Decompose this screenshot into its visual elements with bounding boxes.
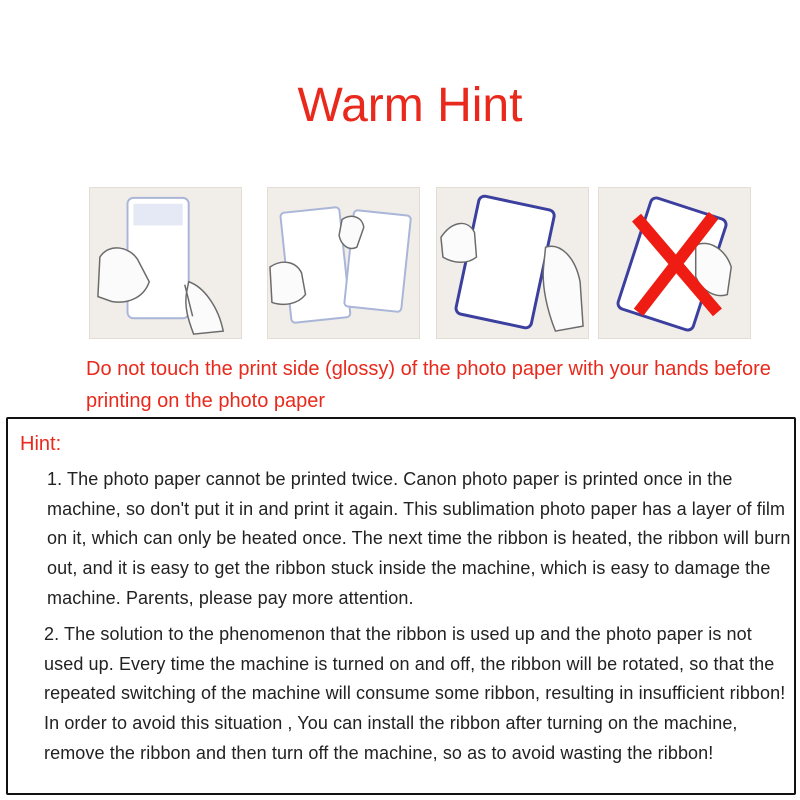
illustration-touching-print-side-forbidden [598,187,751,339]
page-title: Warm Hint [297,79,523,132]
illustration-hand-holding-paper-corner [436,187,589,339]
hand-holding-paper-corner-icon [437,188,588,338]
hint-label: Hint: [20,433,62,455]
illustration-hand-holding-paper-by-edge [89,187,242,339]
hint-paragraph-1: 1. The photo paper cannot be printed twice. Canon photo paper is printed once in the machine, so don't put it in and print it again. This sublimation photo paper has a layer of film on it, which can only be heated once. The next time the ribbon is heated, the ribbon will burn out, and it is easy to get the ribbon stuck inside the machine, which is easy to damage the machine. Parents, please pay more attention. [47,469,791,608]
illustration-hands-holding-two-papers [267,187,420,339]
warning-text: Do not touch the print side (glossy) of the photo paper with your hands before printing on the photo paper [86,358,771,412]
hand-holding-paper-by-edge-icon [90,188,241,338]
touching-print-side-forbidden-icon [599,188,750,338]
hands-holding-two-papers-icon [268,188,419,338]
hint-box [6,417,796,795]
hint-paragraph-2: 2. The solution to the phenomenon that the ribbon is used up and the photo paper is not used up. Every time the machine is turned on and off, the ribbon will be rotated, so that the repeated switching of the machine will consume some ribbon, resulting in insufficient ribbon! In order to avoid this situation , You can install the ribbon after turning on the machine, remove the ribbon and then turn off the machine, so as to avoid wasting the ribbon! [44,624,786,763]
